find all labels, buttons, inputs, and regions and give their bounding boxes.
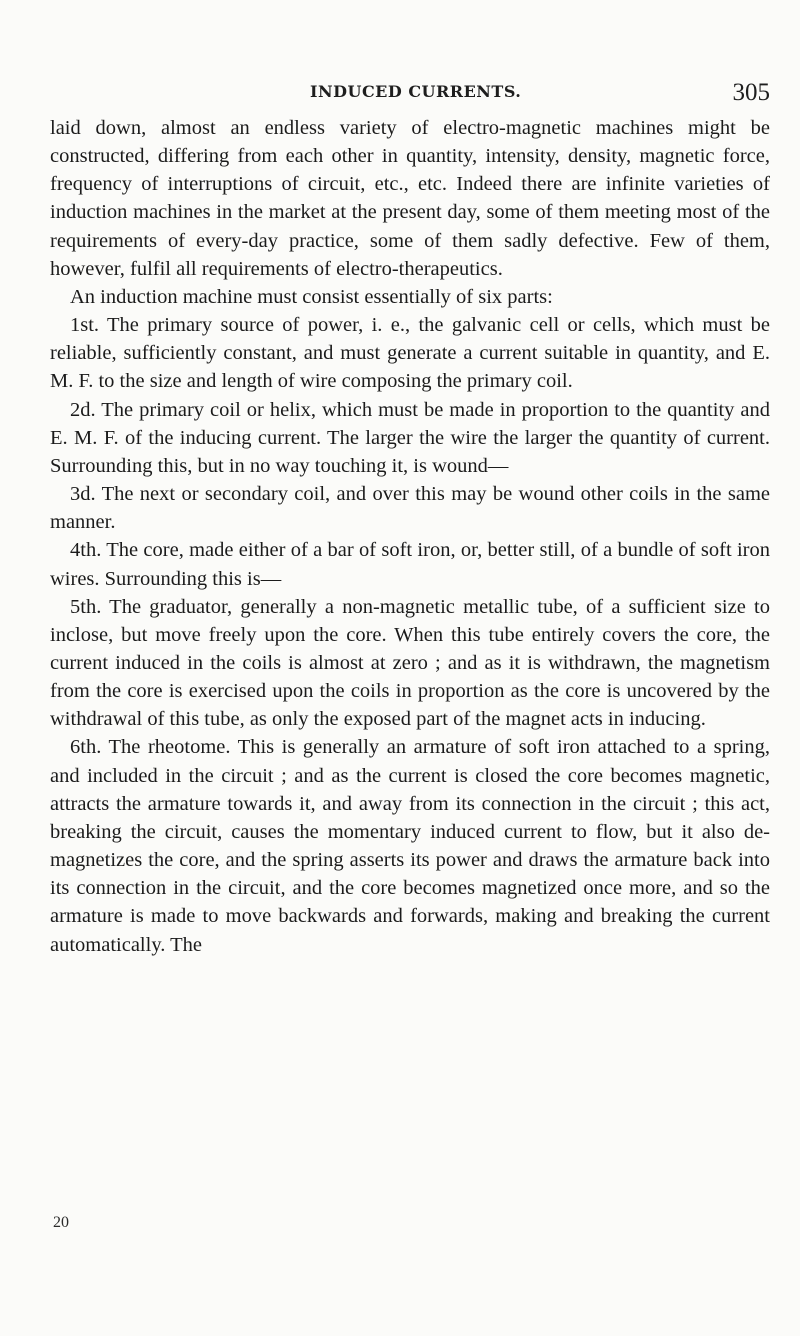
paragraph-primary-coil: 2d. The primary coil or helix, which must be made in proportion to the quantity and E. M. F. of the inducing current. The larger the wire the larger the quantity of current. Surrounding this, but in no way touching it, is wound— [50, 398, 770, 477]
paragraph-core: 4th. The core, made either of a bar of soft iron, or, better still, of a bundle of soft iron wires. Surrounding this is— [50, 539, 770, 590]
signature-mark: 20 [53, 1214, 69, 1231]
running-head [300, 79, 770, 109]
paragraph-graduator: 5th. The graduator, generally a non-magnetic metallic tube, of a sufficient size to inclose, but move freely upon the core. When this tube entirely covers the core, the current induced in the coils is almost at zero ; and as it is withdrawn, the magnetism from the core is exercised upon the coils in proportion as the core is uncovered by the withdrawal of this tube, as only the exposed part of the magnet acts in inducing. [50, 595, 770, 731]
paragraph-secondary-coil: 3d. The next or secondary coil, and over this may be wound other coils in the same manner. [50, 483, 770, 534]
paragraph-six-parts-intro: An induction machine must consist essentially of six parts: [70, 285, 553, 308]
running-head-title: INDUCED CURRENTS. [310, 82, 522, 101]
page-number: 305 [732, 79, 770, 106]
paragraph-rheotome: 6th. The rheotome. This is generally an armature of soft iron attached to a spring, and included in the circuit ; and as the current is closed the core becomes magnetic, attracts the armature towards it, and away from its connection in the circuit ; this act, breaking the circuit, causes the momentary induced current to flow, but it also de-magnetizes the core, and the spring asserts its power and draws the armature back into its connection in the circuit, and the core becomes magnetized once more, and so the armature is made to move backwards and forwards, making and breaking the current automatically. The [50, 736, 770, 956]
paragraph-primary-source: 1st. The primary source of power, i. e., the galvanic cell or cells, which must be reliable, sufficiently constant, and must generate a current suitable in quantity, and E. M. F. to the size and length of wire composing the primary coil. [50, 314, 770, 393]
paragraph-continuation: laid down, almost an endless variety of electro-magnetic machines might be constructed, differing from each other in quantity, intensity, density, magnetic force, frequency of interruptions of circuit, etc., etc. Indeed there are infinite varieties of induction machines in the market at the present day, some of them meeting most of the requirements of every-day practice, some of them sadly defective. Few of them, however, fulfil all requirements of electro-therapeutics. [50, 117, 770, 280]
body-text [50, 114, 770, 959]
